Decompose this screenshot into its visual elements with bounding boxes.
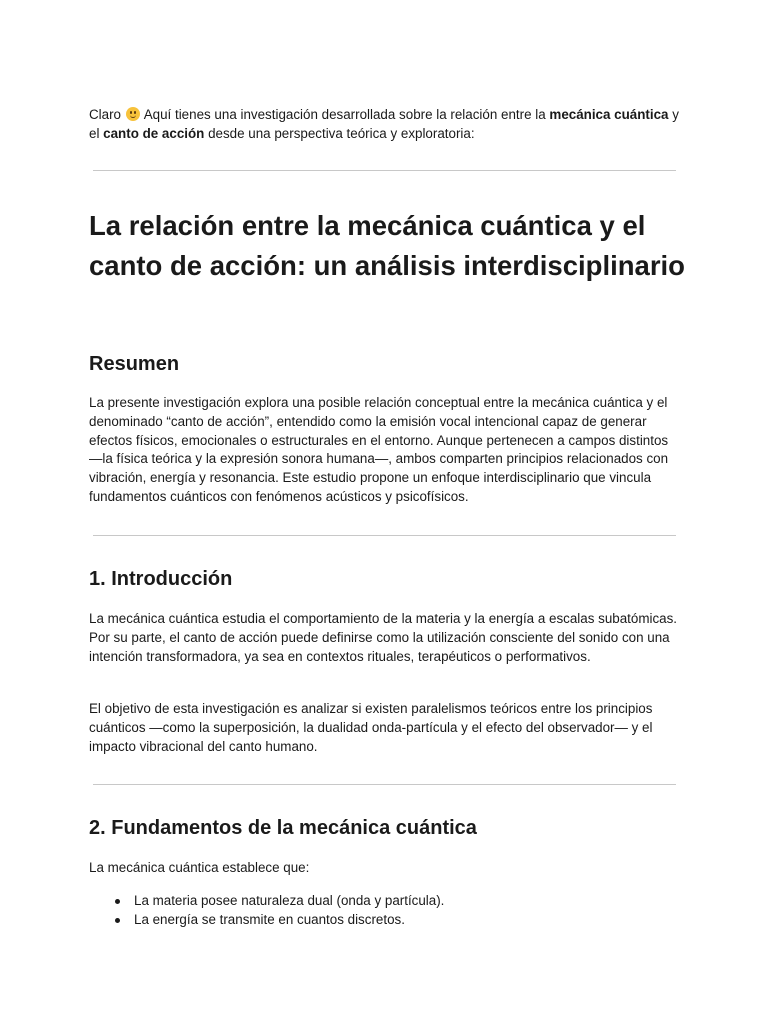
intro-text-a: Aquí tienes una investigación desarrollada sobre la relación entre la (140, 107, 550, 122)
intro-claro: Claro (89, 107, 121, 122)
smiling-face-icon (126, 107, 140, 121)
fundamentos-lead: La mecánica cuántica establece que: (89, 860, 310, 875)
document-title: La relación entre la mecánica cuántica y el canto de acción: un análisis interdisciplinario (89, 210, 685, 281)
list-item-text: La energía se transmite en cuantos discretos. (134, 911, 405, 927)
list-item (89, 911, 679, 930)
introduccion-heading: 1. Introducción (89, 568, 233, 590)
divider-2 (93, 535, 676, 536)
bullet-icon (115, 899, 120, 904)
fundamentos-heading: 2. Fundamentos de la mecánica cuántica (89, 817, 477, 839)
intro-text-c: desde una perspectiva teórica y exploratoria: (204, 125, 475, 141)
intro-text-b: y el (89, 107, 679, 141)
introduccion-paragraph-2: El objetivo de esta investigación es analizar si existen paralelismos teóricos entre los principios cuánticos —como la superposición, la dualidad onda-partícula y el efecto del observador— y el impacto vibracional del canto humano. (89, 701, 653, 754)
introduccion-paragraph-1: La mecánica cuántica estudia el comportamiento de la materia y la energía a escalas subatómicas. Por su parte, el canto de acción puede definirse como la utilización consciente del sonido con una intención transformadora, ya sea en contextos rituales, terapéuticos o performativos. (89, 611, 678, 664)
resumen-heading: Resumen (89, 353, 180, 375)
list-item (89, 892, 679, 911)
divider-3 (93, 784, 676, 785)
bullet-icon (115, 918, 120, 923)
list-item-text: La materia posee naturaleza dual (onda y partícula). (134, 893, 445, 908)
intro-paragraph (89, 106, 679, 144)
intro-bold-mecanica: mecánica cuántica (549, 107, 669, 122)
fundamentos-list (89, 892, 679, 930)
divider-1 (93, 170, 676, 171)
resumen-paragraph: La presente investigación explora una posible relación conceptual entre la mecánica cuántica y el denominado “canto de acción”, entendido como la emisión vocal intencional capaz de generar efectos físicos, emocionales o estructurales en el entorno. Aunque pertenecen a campos distintos —la física teórica y la expresión sonora humana—, ambos comparten principios relacionados con vibración, energía y resonancia. Este estudio propone un enfoque interdisciplinario que vincula fundamentos cuánticos con fenómenos acústicos y psicofísicos. (89, 395, 669, 504)
intro-bold-canto: canto de acción (103, 125, 205, 141)
